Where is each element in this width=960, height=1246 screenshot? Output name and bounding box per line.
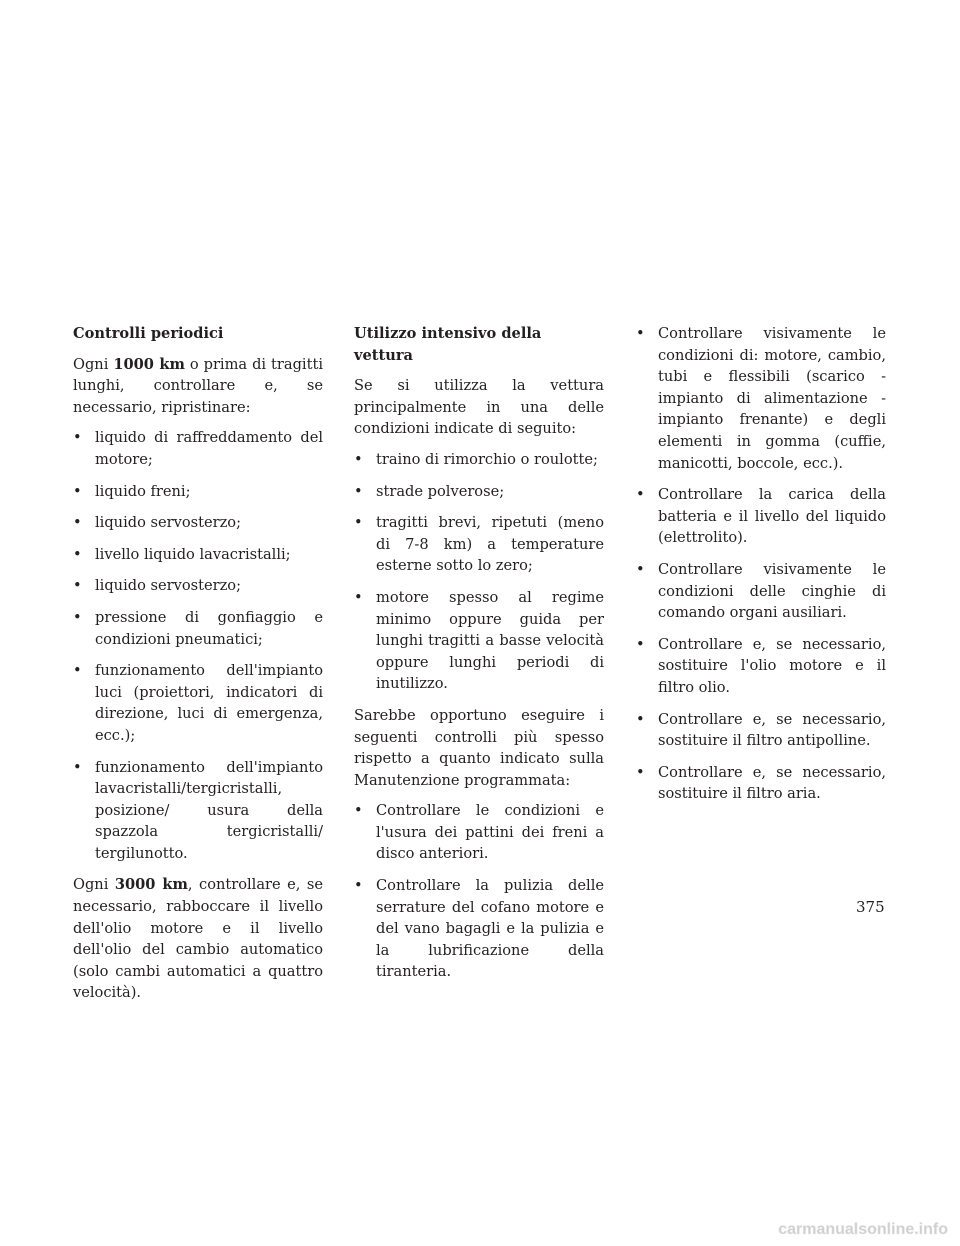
- text-post: , controllare e, se necessario, rabboccare il livello dell'olio motore e il livello dell'olio del cambio automatico (solo cambi automatici a quattro velocità).: [73, 876, 323, 1002]
- bullet-icon: •: [354, 514, 363, 532]
- list-item: • liquido servosterzo;: [73, 512, 323, 534]
- text-pre: Ogni: [73, 876, 115, 894]
- list-item: • funzionamento dell'impianto lavacristalli/tergicristalli, posizione/ usura della spazzola tergicristalli/ tergilunotto.: [73, 758, 323, 862]
- list-item: • liquido freni;: [73, 481, 323, 503]
- list-item: • liquido servosterzo;: [73, 575, 323, 597]
- bullet-icon: •: [354, 482, 363, 500]
- page-number: 375: [856, 898, 885, 916]
- list-item: • Controllare la pulizia delle serrature del cofano motore e del vano bagagli e la pulizia e la lubrificazione della tiranteria.: [354, 877, 604, 981]
- list-item: • Controllare visivamente le condizioni di: motore, cambio, tubi e flessibili (scarico - impianto di alimentazione - impianto frenante) e degli elementi in gomma (cuffie, manicotti, boccole, ecc.).: [636, 325, 886, 472]
- heading-periodic-checks: Controlli periodici: [73, 325, 224, 342]
- bullet-icon: •: [73, 662, 82, 680]
- list-item: • motore spesso al regime minimo oppure guida per lunghi tragitti a basse velocità oppure lunghi periodi di inutilizzo.: [354, 588, 604, 693]
- list-item: • liquido di raffreddamento del motore;: [73, 429, 323, 468]
- text-bold-1000km: 1000 km: [113, 355, 185, 373]
- list-item: • traino di rimorchio o roulotte;: [354, 449, 604, 471]
- bullet-icon: •: [73, 608, 82, 626]
- bullet-icon: •: [73, 545, 82, 563]
- column-left: [73, 323, 323, 1013]
- list-item: • Controllare e, se necessario, sostituire l'olio motore e il filtro olio.: [636, 635, 886, 696]
- column-right: [636, 323, 886, 815]
- bullet-icon: •: [73, 758, 82, 776]
- bullet-icon: •: [354, 588, 363, 606]
- list-item: • Controllare visivamente le condizioni delle cinghie di comando organi ausiliari.: [636, 560, 886, 622]
- text-post: o prima di tragitti lunghi, controllare e, se necessario, ripristinare:: [73, 355, 323, 416]
- paragraph-1000km: [73, 354, 323, 419]
- bullet-icon: •: [354, 802, 363, 820]
- list-checks-middle: [354, 800, 604, 983]
- bullet-icon: •: [354, 450, 363, 468]
- bullet-icon: •: [636, 635, 645, 653]
- list-checks-right: [636, 323, 886, 805]
- bullet-icon: •: [636, 560, 645, 578]
- paragraph-checks-intro: Sarebbe opportuno eseguire i seguenti controlli più spesso rispetto a quanto indicato sulla Manutenzione programmata:: [354, 706, 604, 789]
- bullet-icon: •: [73, 514, 82, 532]
- column-middle: [354, 323, 604, 993]
- bullet-icon: •: [354, 877, 363, 895]
- list-periodic: [73, 427, 323, 864]
- list-item: • funzionamento dell'impianto luci (proiettori, indicatori di direzione, luci di emergenza, ecc.);: [73, 662, 323, 744]
- list-item: • Controllare e, se necessario, sostituire il filtro antipolline.: [636, 710, 886, 750]
- bullet-icon: •: [73, 429, 82, 447]
- watermark-text: carmanualsonline.info: [778, 1221, 948, 1238]
- list-item: • pressione di gonfiaggio e condizioni pneumatici;: [73, 608, 323, 648]
- list-item: • livello liquido lavacristalli;: [73, 544, 323, 566]
- paragraph-intro: Se si utilizza la vettura principalmente in una delle condizioni indicate di seguito:: [354, 377, 604, 438]
- bullet-icon: •: [636, 763, 645, 781]
- bullet-icon: •: [636, 325, 645, 342]
- paragraph-3000km: [73, 874, 323, 1004]
- heading-intensive-use: Utilizzo intensivo della vettura: [354, 325, 542, 364]
- bullet-icon: •: [73, 577, 82, 595]
- list-item: • tragitti brevi, ripetuti (meno di 7-8 km) a temperature esterne sotto lo zero;: [354, 514, 604, 575]
- list-item: • Controllare le condizioni e l'usura dei pattini dei freni a disco anteriori.: [354, 802, 604, 863]
- list-item: • Controllare e, se necessario, sostituire il filtro aria.: [636, 763, 886, 803]
- bullet-icon: •: [636, 486, 645, 504]
- text-bold-3000km: 3000 km: [114, 876, 188, 894]
- bullet-icon: •: [636, 710, 645, 728]
- list-item: • strade polverose;: [354, 481, 604, 503]
- watermark: [0, 1214, 960, 1242]
- list-item: • Controllare la carica della batteria e il livello del liquido (elettrolito).: [636, 486, 886, 547]
- watermark-logo: [0, 1214, 960, 1242]
- list-conditions: [354, 449, 604, 695]
- bullet-icon: •: [73, 482, 82, 500]
- text-pre: Ogni: [73, 355, 114, 373]
